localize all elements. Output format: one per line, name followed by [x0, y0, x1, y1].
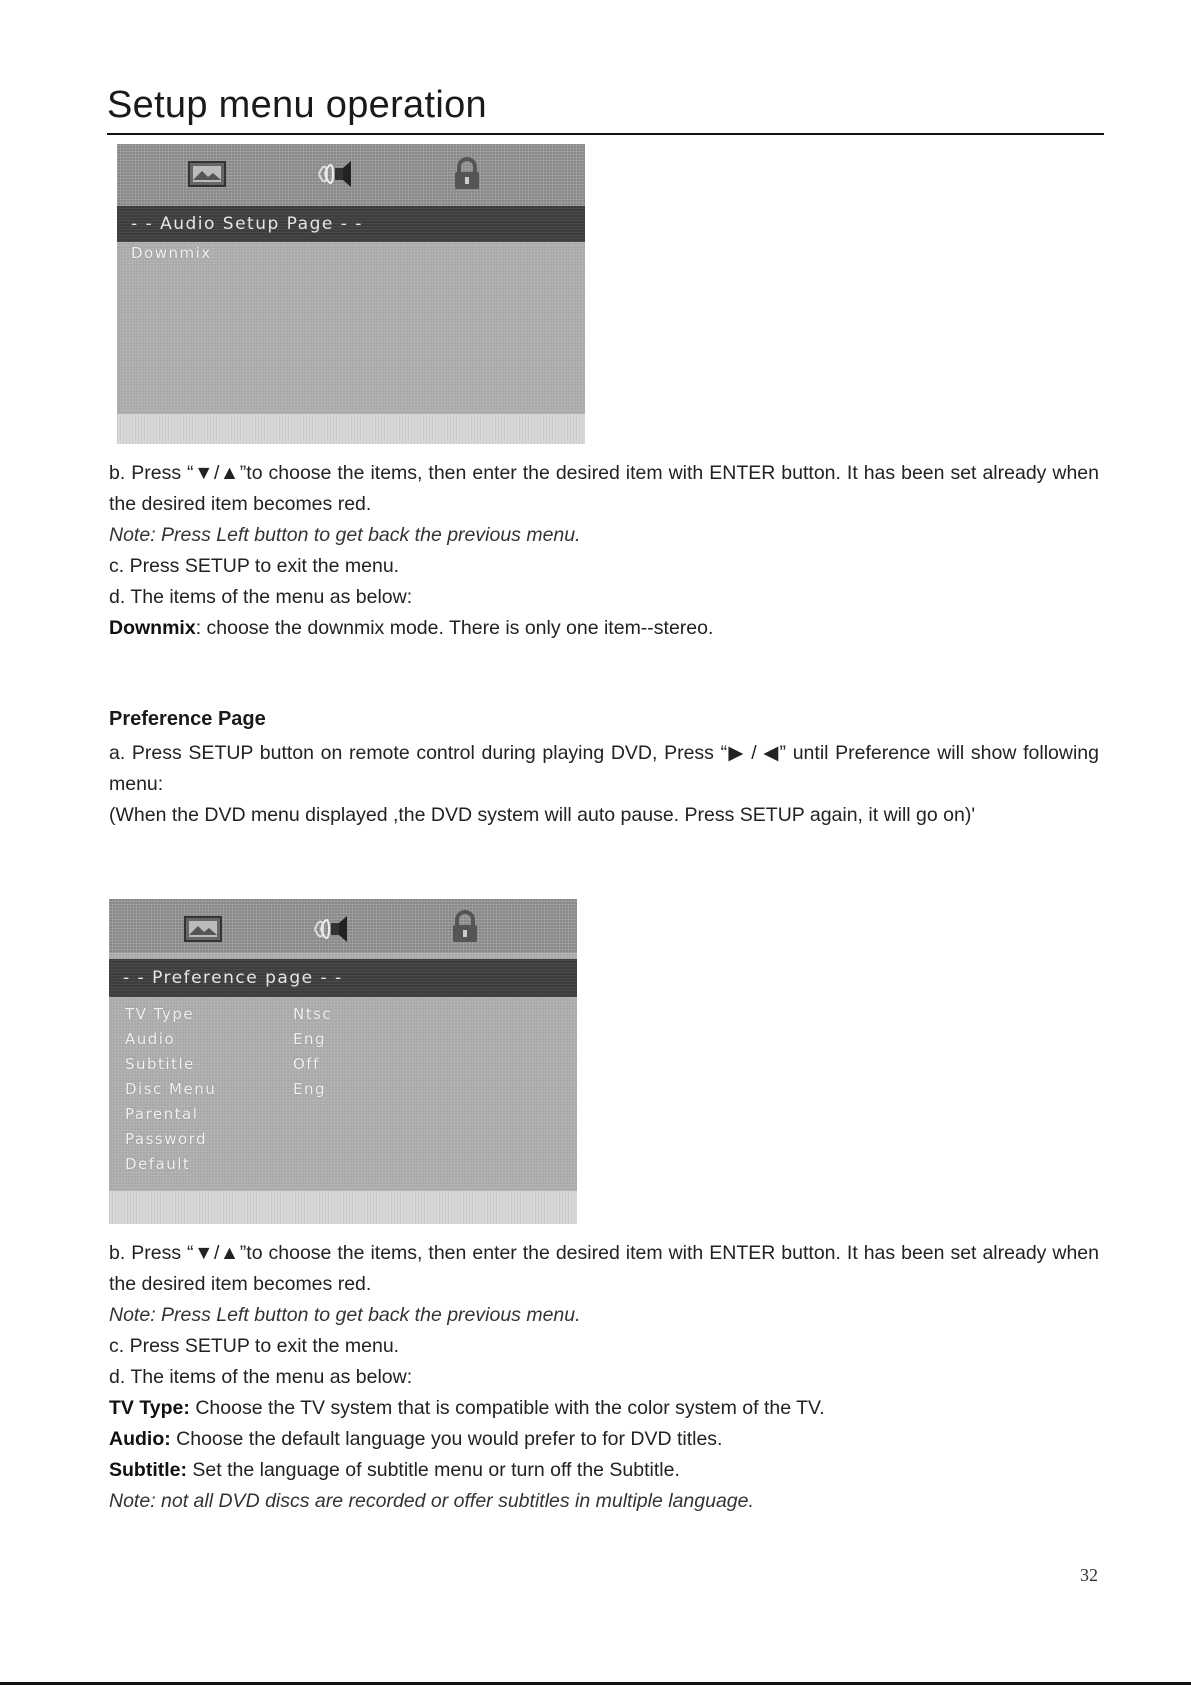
- audio-description: [109, 1424, 1099, 1455]
- lock-icon: [447, 156, 487, 192]
- term-audio: Audio:: [109, 1428, 171, 1450]
- osd-row-label-tv-type: TV Type: [125, 1005, 195, 1023]
- osd-header: - - Preference page - -: [109, 959, 577, 997]
- downmix-desc: : choose the downmix mode. There is only one item--stereo.: [195, 617, 714, 639]
- osd-row-value-subtitle: Off: [293, 1055, 320, 1073]
- audio-desc: Choose the default language you would prefer to for DVD titles.: [170, 1428, 723, 1450]
- instruction-step-c: c. Press SETUP to exit the menu.: [109, 1335, 400, 1357]
- downmix-description: [109, 613, 1099, 644]
- osd-row-label-disc-menu: Disc Menu: [125, 1080, 217, 1098]
- osd-row-label-parental: Parental: [125, 1105, 199, 1123]
- osd-footer: [117, 414, 585, 444]
- subtitle-note: Note: not all DVD discs are recorded or offer subtitles in multiple language.: [109, 1490, 754, 1512]
- page-number: 32: [1080, 1565, 1098, 1585]
- osd-row-label-audio: Audio: [125, 1030, 176, 1048]
- preference-page-osd: [109, 899, 577, 1224]
- osd-row-label-password: Password: [125, 1130, 208, 1148]
- note-text: Note: Press Left button to get back the previous menu.: [109, 1304, 581, 1326]
- picture-icon: [187, 156, 227, 192]
- picture-icon: [183, 911, 223, 947]
- instruction-step-d: d. The items of the menu as below:: [109, 1366, 413, 1388]
- subtitle-description: [109, 1455, 1099, 1486]
- osd-header: - - Audio Setup Page - -: [117, 206, 585, 242]
- instruction-step-a: a. Press SETUP button on remote control during playing DVD, Press “▶ / ◀” until Preference will show following menu:: [109, 742, 1099, 795]
- lock-icon: [445, 909, 485, 945]
- note-text: Note: Press Left button to get back the previous menu.: [109, 524, 581, 546]
- osd-row-value-tv-type: Ntsc: [293, 1005, 333, 1023]
- title-underline: [107, 133, 1104, 135]
- term-tv-type: TV Type:: [109, 1397, 190, 1419]
- subtitle-desc: Set the language of subtitle menu or turn off the Subtitle.: [187, 1459, 680, 1481]
- page-title: Setup menu operation: [107, 84, 487, 126]
- term-downmix: Downmix: [109, 617, 196, 639]
- audio-setup-osd: [117, 144, 585, 444]
- instruction-step-b: b. Press “▼/▲”to choose the items, then enter the desired item with ENTER button. It has been set already when the desired item becomes red.: [109, 462, 1099, 515]
- osd-footer: [109, 1191, 577, 1224]
- osd-row-value-disc-menu: Eng: [293, 1080, 327, 1098]
- osd-row-label-default: Default: [125, 1155, 191, 1173]
- term-subtitle: Subtitle:: [109, 1459, 187, 1481]
- instruction-step-b: b. Press “▼/▲”to choose the items, then enter the desired item with ENTER button. It has been set already when the desired item becomes red.: [109, 1242, 1099, 1295]
- osd-row-value-audio: Eng: [293, 1030, 327, 1048]
- audio-speaker-icon: [311, 911, 351, 947]
- audio-speaker-icon: [315, 156, 355, 192]
- instruction-step-c: c. Press SETUP to exit the menu.: [109, 555, 400, 577]
- section-heading-preference: Preference Page: [109, 708, 266, 730]
- tv-type-desc: Choose the TV system that is compatible with the color system of the TV.: [189, 1397, 825, 1419]
- osd-menu-item-downmix: Downmix: [131, 244, 212, 262]
- step-a-note: (When the DVD menu displayed ,the DVD system will auto pause. Press SETUP again, it will go on)': [109, 804, 976, 826]
- instruction-step-d: d. The items of the menu as below:: [109, 586, 413, 608]
- tv-type-description: [109, 1393, 1099, 1424]
- osd-row-label-subtitle: Subtitle: [125, 1055, 195, 1073]
